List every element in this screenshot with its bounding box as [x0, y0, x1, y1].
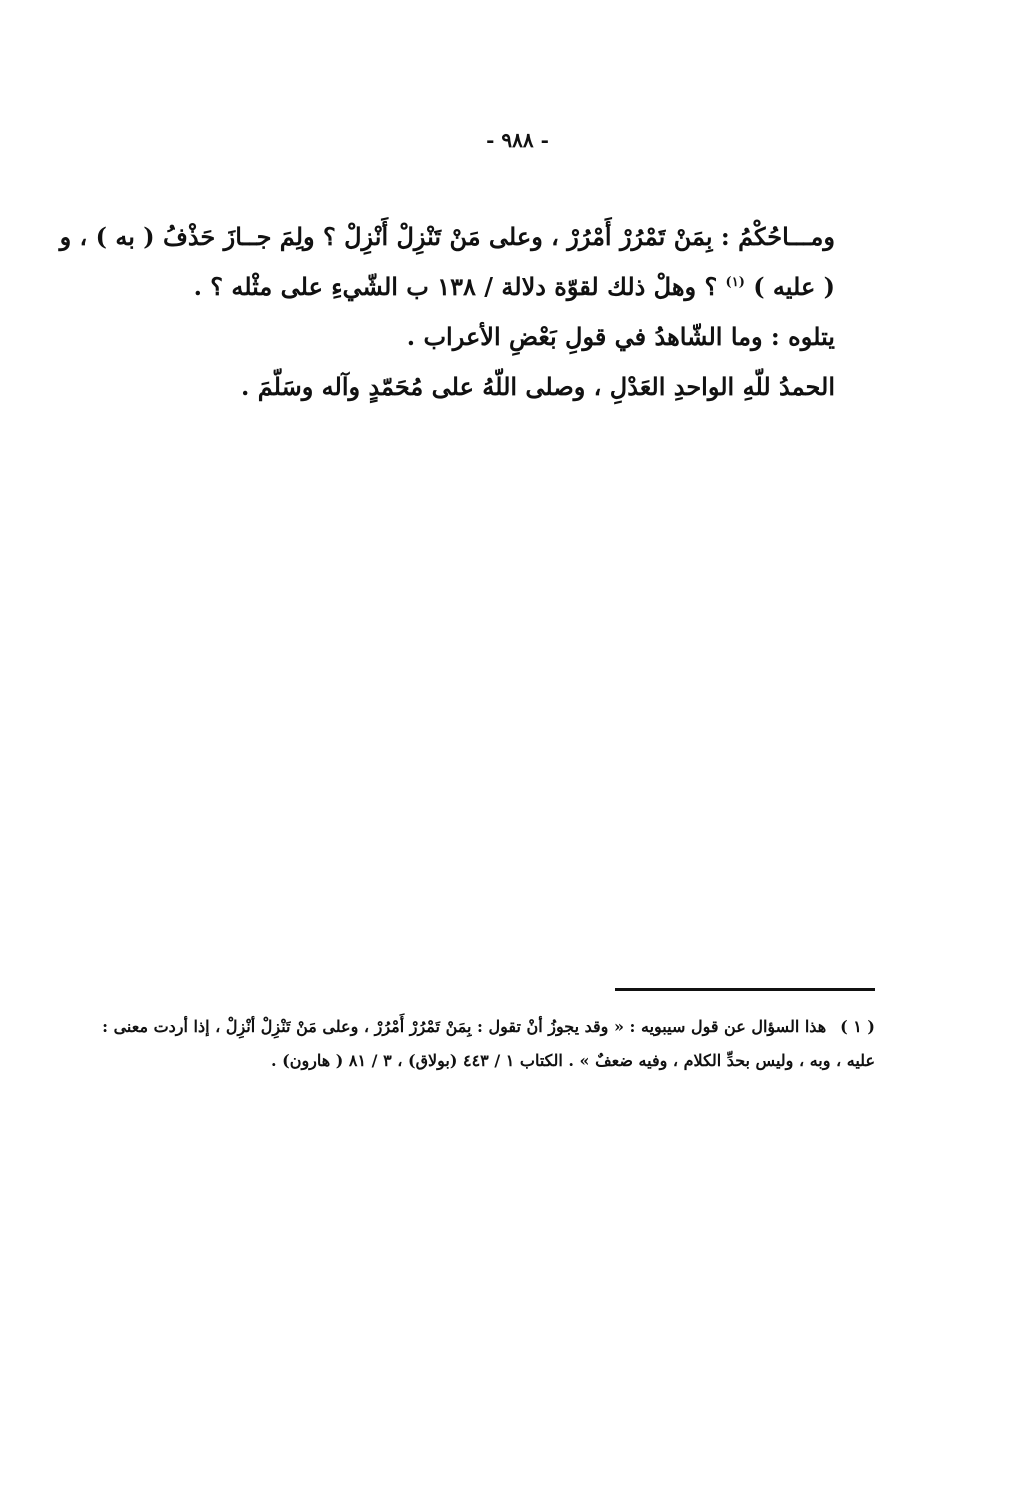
footnotes — [102, 1010, 875, 1078]
body-line-2 — [115, 262, 835, 312]
footnote-line-1 — [102, 1010, 875, 1044]
body-line-3: يتلوه : وما الشّاهدُ في قولِ بَعْضِ الأعراب . — [406, 322, 835, 351]
page-number: - ٩٨٨ - — [486, 128, 549, 152]
body-line-2-rest: ؟ وهلْ ذلك لقوّة دلالة / ١٣٨ ب الشّيءِ على مثْله ؟ . — [193, 272, 718, 301]
footnote-divider — [615, 988, 875, 991]
body-line-1: ومـــاحُكْمُ : بِمَنْ تَمْرُرْ أَمْرُرْ ، وعلى مَنْ تَنْزِلْ أَنْزِلْ ؟ ولِمَ جــازَ حَذْفُ ( به ) ، و — [59, 222, 835, 251]
body-line-2-start: ( عليه ) — [753, 272, 835, 301]
body-text — [59, 212, 835, 412]
body-line-4: الحمدُ للّهِ الواحدِ العَدْلِ ، وصلى اللّهُ على مُحَمّدٍ وآله وسَلّمَ . — [240, 372, 835, 401]
footnote-line-2: عليه ، وبه ، وليس بحدِّ الكلام ، وفيه ضعفٌ » . الكتاب ١ / ٤٤٣ (بولاق) ، ٣ / ٨١ ( هارون) . — [270, 1051, 875, 1070]
footnote-reference: (١) — [725, 275, 745, 290]
footnote-text-1: هذا السؤال عن قول سيبويه : « وقد يجوزُ أنْ تقول : بِمَنْ تَمْرُرْ أَمْرُرْ ، وعلى مَنْ تَنْزِلْ أنْزِلْ ، إذا أردت معنى : — [102, 1017, 827, 1036]
footnote-number: ( ١ ) — [840, 1017, 875, 1036]
